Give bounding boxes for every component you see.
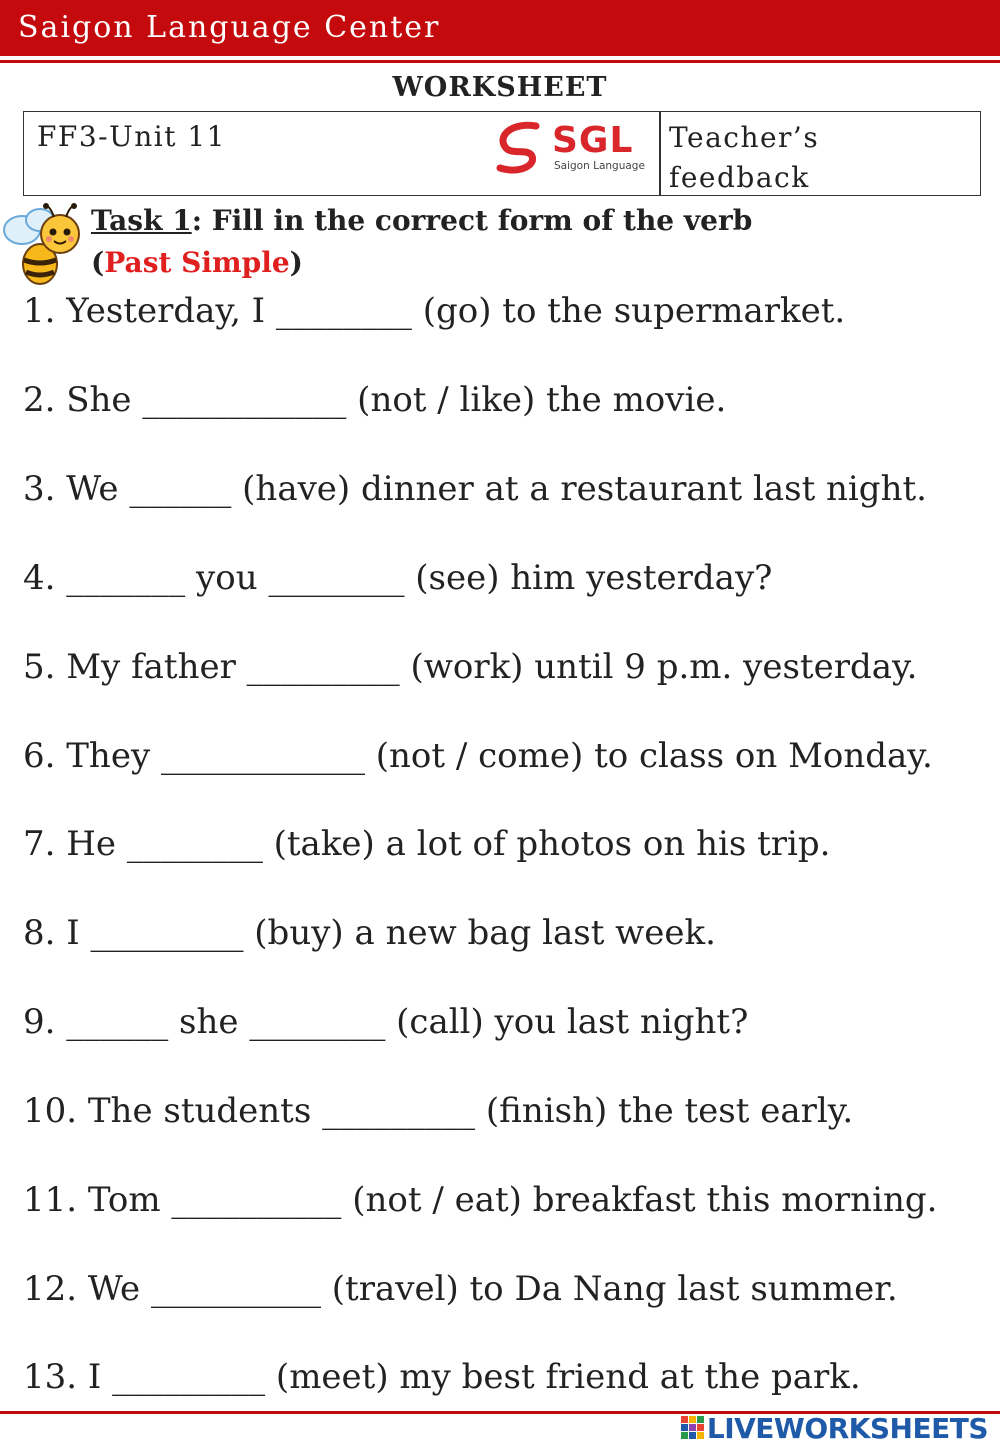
task-tense-line xyxy=(91,246,303,279)
header-box xyxy=(23,111,981,196)
exercise-item: 1. Yesterday, I ________ (go) to the supermarket. xyxy=(23,291,846,331)
page-title: WORKSHEET xyxy=(392,72,608,103)
exercise-item: 12. We __________ (travel) to Da Nang last summer. xyxy=(23,1269,898,1309)
feedback-line-1: Teacher’s xyxy=(669,121,820,154)
box-divider xyxy=(659,112,661,195)
watermark-text: LIVEWORKSHEETS xyxy=(706,1412,988,1445)
exercise-item: 3. We ______ (have) dinner at a restaurant last night. xyxy=(23,469,927,509)
center-name: Saigon Language Center xyxy=(18,10,441,45)
teacher-feedback-label xyxy=(669,118,969,198)
exercise-item: 8. I _________ (buy) a new bag last week. xyxy=(23,913,716,953)
banner-rule xyxy=(0,60,1000,63)
exercise-item: 4. _______ you ________ (see) him yesterday? xyxy=(23,558,773,598)
exercise-item: 5. My father _________ (work) until 9 p.m. yesterday. xyxy=(23,647,918,687)
sgl-swirl-icon xyxy=(492,118,552,178)
task-label: Task 1 xyxy=(91,204,192,237)
top-banner xyxy=(0,0,1000,56)
bee-icon xyxy=(0,200,90,290)
exercise-item: 6. They ____________ (not / come) to class on Monday. xyxy=(23,736,933,776)
exercise-item: 11. Tom __________ (not / eat) breakfast this morning. xyxy=(23,1180,938,1220)
logo-brand: SGL xyxy=(552,120,634,161)
liveworksheets-logo-icon xyxy=(680,1414,706,1440)
exercise-item: 9. ______ she ________ (call) you last night? xyxy=(23,1002,749,1042)
task-instruction: : Fill in the correct form of the verb xyxy=(191,204,753,237)
exercise-item: 13. I _________ (meet) my best friend at the park. xyxy=(23,1357,861,1397)
tense-label: Past Simple xyxy=(104,246,290,279)
feedback-line-2: feedback xyxy=(669,161,810,194)
tense-open-paren: ( xyxy=(91,246,105,279)
tense-close-paren: ) xyxy=(289,246,303,279)
logo-tagline: Saigon Language xyxy=(554,160,645,172)
exercise-item: 7. He ________ (take) a lot of photos on his trip. xyxy=(23,824,831,864)
exercise-item: 10. The students _________ (finish) the test early. xyxy=(23,1091,854,1131)
sgl-logo xyxy=(492,118,652,182)
task-heading xyxy=(91,204,752,237)
unit-label: FF3-Unit 11 xyxy=(37,120,226,153)
exercise-item: 2. She ____________ (not / like) the movie. xyxy=(23,380,727,420)
